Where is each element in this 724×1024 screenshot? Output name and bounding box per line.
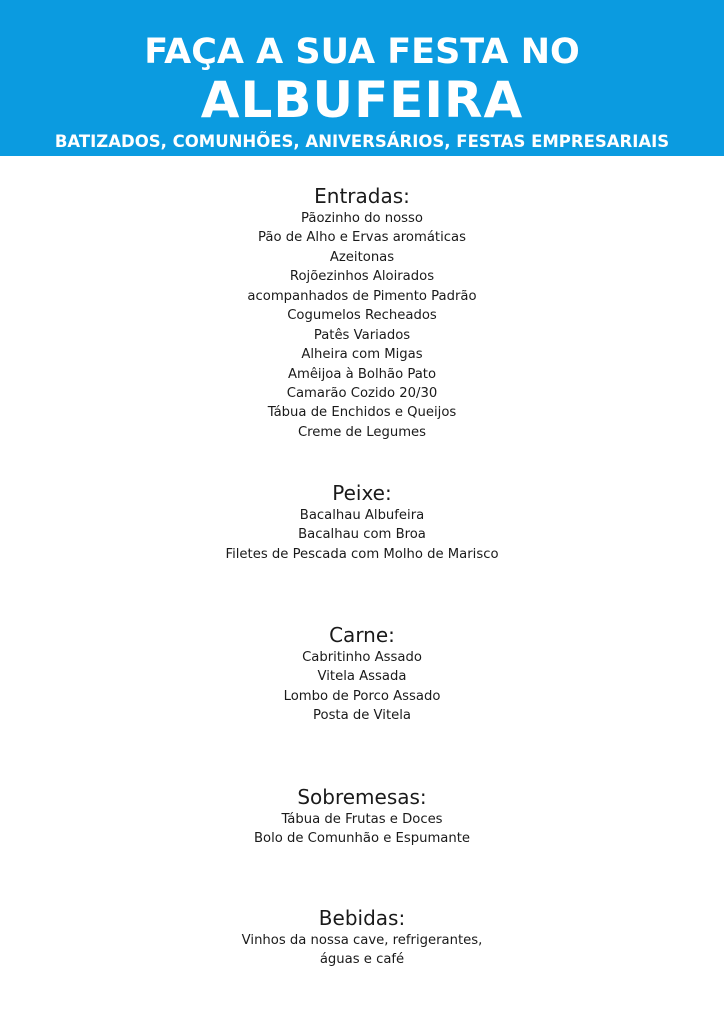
menu-item: Bolo de Comunhão e Espumante bbox=[253, 831, 471, 847]
menu-item: Vinhos da nossa cave, refrigerantes, bbox=[241, 933, 483, 948]
section-title: Bebidas: bbox=[318, 906, 406, 930]
section-bebidas bbox=[0, 905, 724, 970]
menu-item: Lombo de Porco Assado bbox=[283, 688, 441, 704]
menu-item: Amêijoa à Bolhão Pato bbox=[287, 366, 437, 382]
section-peixe bbox=[0, 480, 724, 564]
menu-item: Rojõezinhos Aloirados bbox=[289, 269, 435, 285]
section-sobremesas bbox=[0, 784, 724, 849]
menu-item: Tábua de Enchidos e Queijos bbox=[267, 405, 457, 421]
menu-list bbox=[0, 810, 724, 849]
menu-item: Alheira com Migas bbox=[301, 347, 423, 363]
menu-item: Pãozinho do nosso bbox=[301, 211, 423, 226]
menu-item: Azeitonas bbox=[329, 249, 395, 265]
banner-headline: FAÇA A SUA FESTA NO bbox=[144, 32, 580, 72]
menu-item: Pão de Alho e Ervas aromáticas bbox=[258, 230, 466, 246]
menu-item: Posta de Vitela bbox=[313, 708, 411, 724]
section-entradas bbox=[0, 183, 724, 442]
menu-item: águas e café bbox=[319, 952, 405, 968]
menu-list bbox=[0, 931, 724, 970]
section-title: Sobremesas: bbox=[297, 785, 427, 809]
menu-item: Cabritinho Assado bbox=[302, 650, 422, 665]
menu-list bbox=[0, 648, 724, 726]
menu-list bbox=[0, 506, 724, 564]
menu-item: Patês Variados bbox=[313, 327, 411, 343]
menu-item: Filetes de Pescada com Molho de Marisco bbox=[225, 546, 499, 562]
menu-item: Camarão Cozido 20/30 bbox=[286, 385, 438, 401]
menu-item: Bacalhau com Broa bbox=[298, 527, 426, 543]
section-title: Entradas: bbox=[314, 184, 410, 208]
menu-item: Tábua de Frutas e Doces bbox=[281, 812, 443, 827]
section-title: Carne: bbox=[329, 623, 395, 647]
banner-venue-name: ALBUFEIRA bbox=[200, 71, 524, 129]
menu-item: acompanhados de Pimento Padrão bbox=[247, 288, 477, 304]
banner-event-types: BATIZADOS, COMUNHÕES, ANIVERSÁRIOS, FESTAS EMPRESARIAIS bbox=[54, 132, 670, 151]
menu-list bbox=[0, 209, 724, 442]
header-banner bbox=[0, 0, 724, 156]
section-carne bbox=[0, 622, 724, 726]
section-title: Peixe: bbox=[332, 481, 392, 505]
menu-item: Vitela Assada bbox=[317, 669, 407, 685]
menu-item: Creme de Legumes bbox=[297, 424, 427, 440]
menu-item: Bacalhau Albufeira bbox=[299, 508, 425, 523]
menu-item: Cogumelos Recheados bbox=[287, 308, 437, 324]
